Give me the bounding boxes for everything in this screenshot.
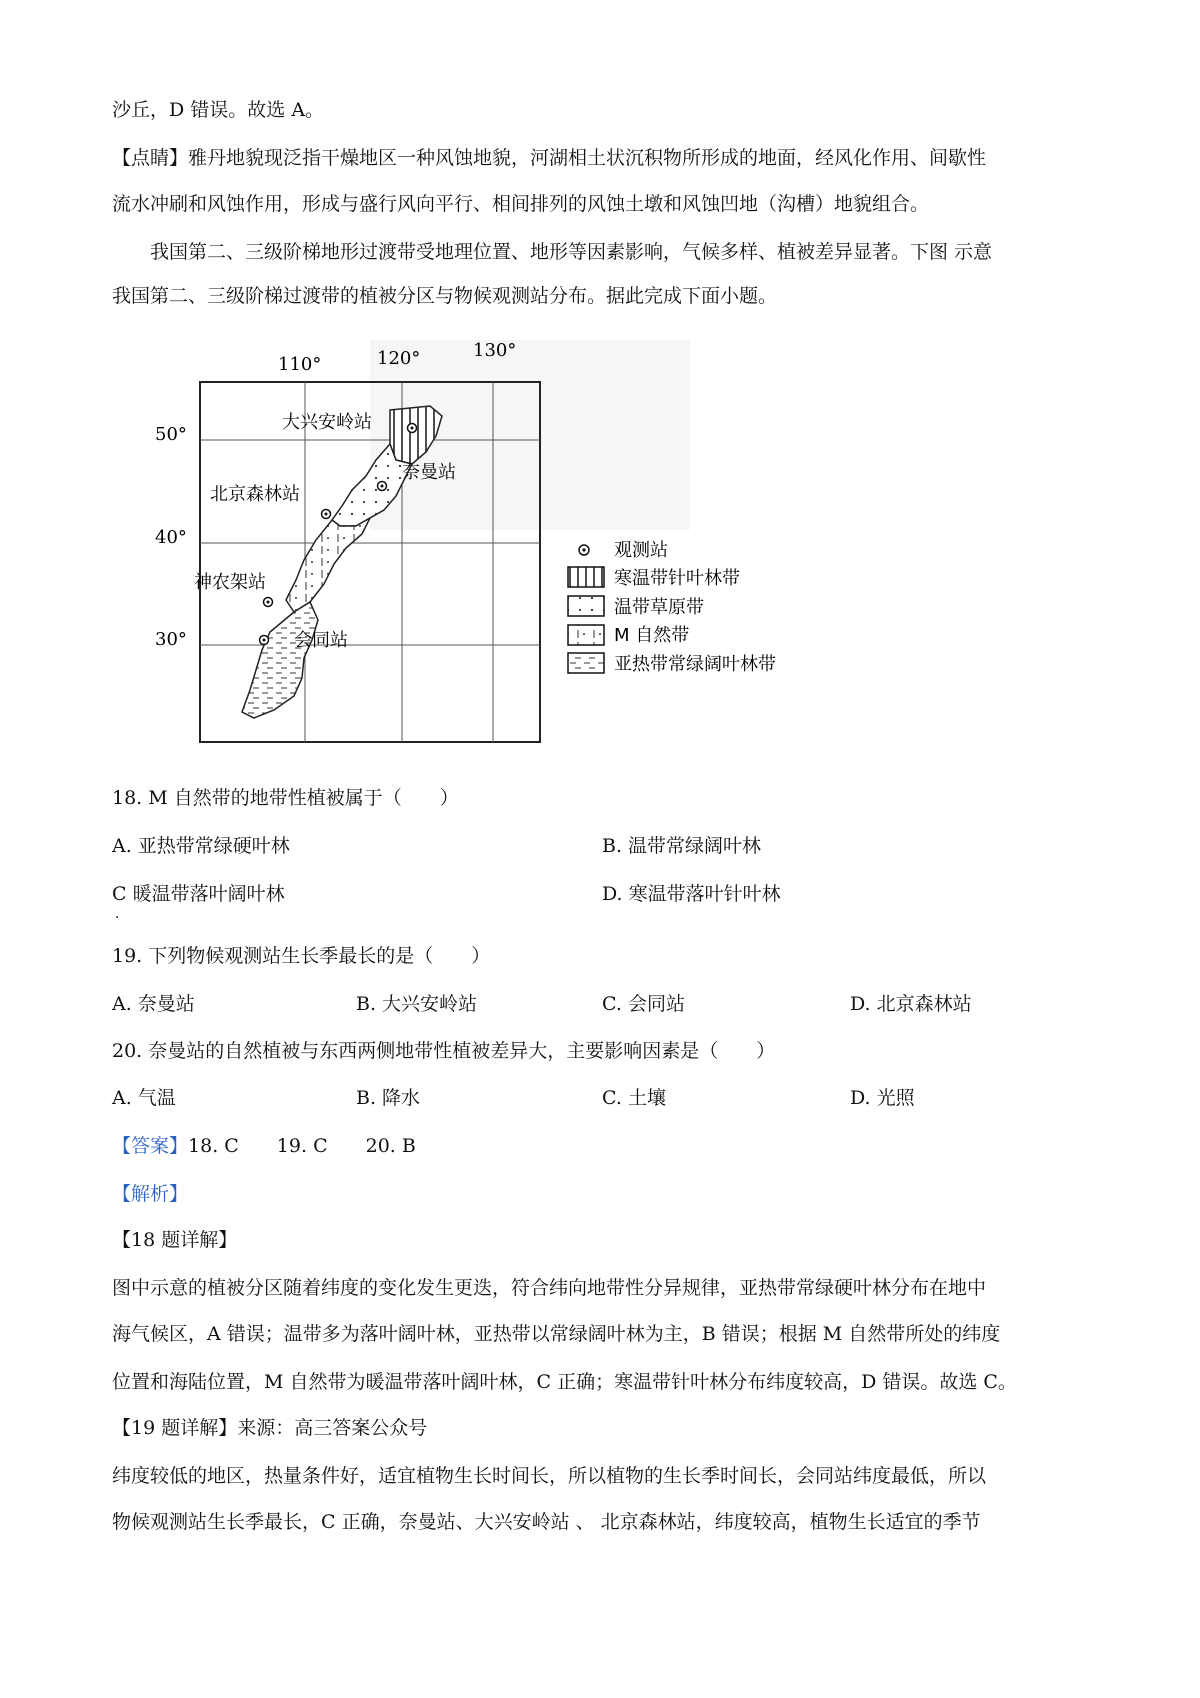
tip-label: 【点睛】 xyxy=(112,147,189,169)
answer-values: 18. C 19. C 20. B xyxy=(188,1135,416,1157)
station-dot xyxy=(263,639,266,642)
station-icon-dot xyxy=(582,548,585,551)
q18-option-d: D. 寒温带落叶针叶林 xyxy=(602,883,781,905)
q20-option-b: B. 降水 xyxy=(356,1087,421,1109)
q20-option-d: D. 光照 xyxy=(850,1087,915,1109)
station-label-daxinganling: 大兴安岭站 xyxy=(282,412,372,433)
q18-option-a: A. 亚热带常绿硬叶林 xyxy=(112,835,290,857)
legend-label-station: 观测站 xyxy=(614,540,668,561)
legend-item-m-zone xyxy=(568,625,689,646)
intro-line-1: 我国第二、三级阶梯地形过渡带受地理位置、地形等因素影响，气候多样、植被差异显著。下图 示意 xyxy=(150,241,993,263)
lat-label-40: 40° xyxy=(155,527,187,548)
station-dot xyxy=(325,513,328,516)
analysis-label: 【解析】 xyxy=(112,1183,189,1205)
station-dot xyxy=(267,601,270,604)
station-label-huitong: 会同站 xyxy=(294,630,348,651)
d19-title: 【19 题详解】 xyxy=(112,1417,238,1439)
answer-label: 【答案】 xyxy=(112,1135,189,1157)
legend-item-station xyxy=(579,540,668,561)
lat-label-50: 50° xyxy=(155,424,187,445)
q19-stem: 19. 下列物候观测站生长季最长的是（ ） xyxy=(112,945,491,967)
q19-option-a: A. 奈曼站 xyxy=(112,993,195,1015)
q18-option-b: B. 温带常绿阔叶林 xyxy=(602,835,762,857)
legend-label-m-zone: M 自然带 xyxy=(614,625,690,646)
q19-option-c: C. 会同站 xyxy=(602,993,685,1015)
answer-line xyxy=(112,1132,416,1160)
q19-option-b: B. 大兴安岭站 xyxy=(356,993,478,1015)
m-zone-swatch xyxy=(568,625,604,645)
intro-line-2: 我国第二、三级阶梯过渡带的植被分区与物候观测站分布。据此完成下面小题。 xyxy=(112,285,778,307)
zone-m xyxy=(286,518,370,612)
tip-line-1: 雅丹地貌现泛指干燥地区一种风蚀地貌，河湖相土状沉积物所形成的地面，经风化作用、间歇性 xyxy=(188,147,987,169)
dots-swatch xyxy=(568,596,604,616)
q19-option-d: D. 北京森林站 xyxy=(850,993,972,1015)
d18-line-1: 图中示意的植被分区随着纬度的变化发生更迭，符合纬向地带性分异规律，亚热带常绿硬叶林分布在地中 xyxy=(112,1277,987,1299)
zone-subtropical-evergreen xyxy=(242,602,318,718)
q18-option-c: C 暖温带落叶阔叶林 xyxy=(112,883,285,905)
lon-label-120: 120° xyxy=(377,348,421,369)
d19-line-2: 物候观测站生长季最长，C 正确，奈曼站、大兴安岭站 、 北京森林站，纬度较高，植物生长适宜的季节 xyxy=(112,1511,981,1533)
legend-label-coniferous: 寒温带针叶林带 xyxy=(614,568,740,589)
lon-label-110: 110° xyxy=(278,354,322,375)
station-beijing-forest xyxy=(210,484,331,519)
top-text: 沙丘，D 错误。故选 A。 xyxy=(112,99,325,121)
station-label-shennongjia: 神农架站 xyxy=(194,572,266,593)
d19-line-1: 纬度较低的地区，热量条件好，适宜植物生长时间长，所以植物的生长季时间长，会同站纬度最低，所以 xyxy=(112,1465,987,1487)
legend-item-subtropical xyxy=(568,653,776,675)
d19-source: 来源：高三答案公众号 xyxy=(237,1417,428,1439)
station-label-naiman: 奈曼站 xyxy=(402,462,456,483)
dashes-swatch xyxy=(568,653,604,673)
q20-option-a: A. 气温 xyxy=(112,1087,176,1109)
lon-label-130: 130° xyxy=(473,340,517,361)
legend-label-subtropical: 亚热带常绿阔叶林带 xyxy=(614,654,776,675)
tip-line-2: 流水冲刷和风蚀作用，形成与盛行风向平行、相间排列的风蚀土墩和风蚀凹地（沟槽）地貌组合。 xyxy=(112,193,930,215)
vertical-hatch-swatch xyxy=(568,567,604,587)
station-shennongjia xyxy=(194,572,273,607)
q20-stem: 20. 奈曼站的自然植被与东西两侧地带性植被差异大，主要影响因素是（ ） xyxy=(112,1040,776,1062)
station-label-beijing-forest: 北京森林站 xyxy=(210,484,300,505)
stray-dot-mark: · xyxy=(115,910,120,926)
d18-line-3: 位置和海陆位置，M 自然带为暖温带落叶阔叶林，C 正确；寒温带针叶林分布纬度较高，D 错误。故选 C。 xyxy=(112,1371,1017,1393)
d18-title: 【18 题详解】 xyxy=(112,1229,238,1251)
station-dot xyxy=(411,427,414,430)
vegetation-map xyxy=(155,340,910,760)
legend-item-grassland xyxy=(568,596,704,618)
lat-label-30: 30° xyxy=(155,629,187,650)
q20-option-c: C. 土壤 xyxy=(602,1087,666,1109)
legend-item-coniferous xyxy=(568,567,740,589)
q18-stem: 18. M 自然带的地带性植被属于（ ） xyxy=(112,787,459,809)
legend-label-grassland: 温带草原带 xyxy=(614,597,704,618)
station-dot xyxy=(381,485,384,488)
d18-line-2: 海气候区，A 错误；温带多为落叶阔叶林，亚热带以常绿阔叶林为主，B 错误；根据 M 自然带所处的纬度 xyxy=(112,1323,1001,1345)
map-legend xyxy=(568,540,776,675)
